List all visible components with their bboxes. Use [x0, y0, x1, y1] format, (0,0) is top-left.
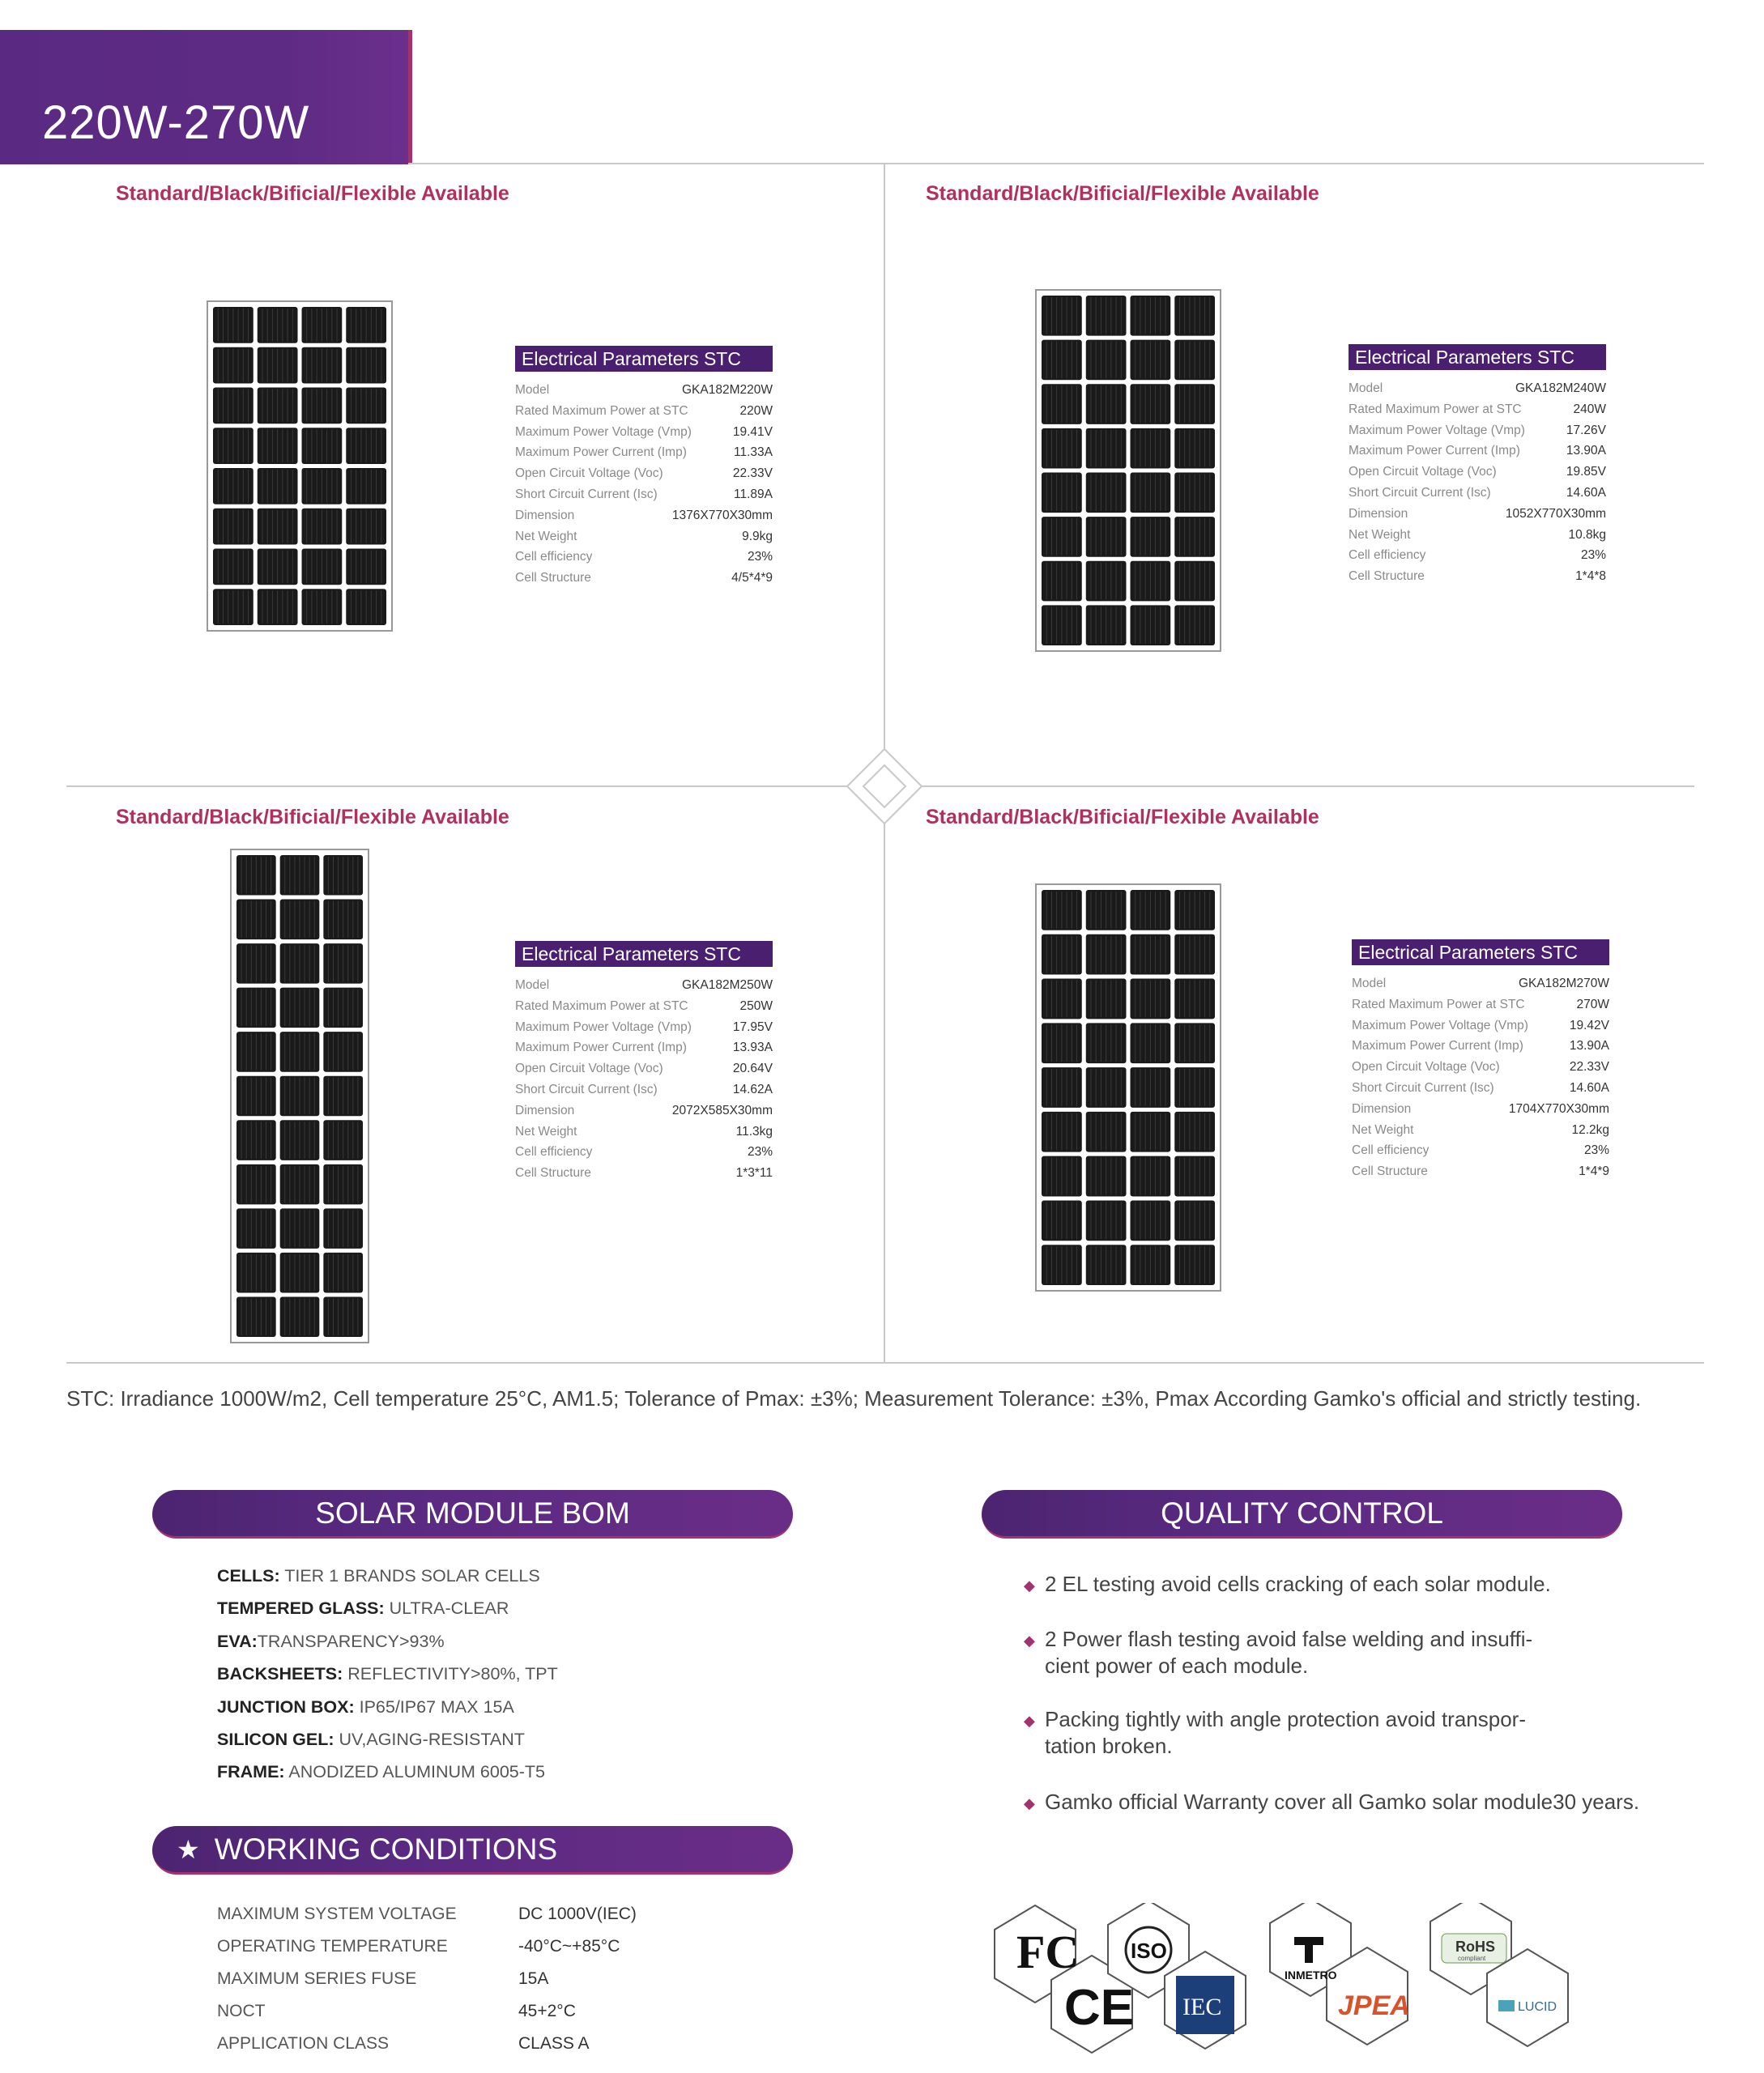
lucid-icon: [1498, 2000, 1515, 2011]
param-value: 4/5*4*9: [731, 571, 773, 585]
param-value: 270W: [1576, 997, 1609, 1011]
param-value: 13.90A: [1566, 444, 1606, 458]
working-conditions-list: [217, 1898, 637, 2060]
param-value: 240W: [1573, 402, 1606, 416]
param-value: 11.3kg: [735, 1124, 773, 1139]
wc-row: MAXIMUM SYSTEM VOLTAGE DC 1000V(IEC): [217, 1905, 637, 1923]
param-value: 19.42V: [1569, 1018, 1609, 1032]
center-diamond-ornament: [846, 747, 923, 825]
param-label: Dimension: [515, 508, 575, 522]
param-label: Model: [1349, 381, 1383, 395]
param-row: [515, 547, 773, 568]
inmetro-logo: INMETRO: [1285, 1969, 1337, 1981]
param-row: [515, 1058, 773, 1079]
param-value: 2072X585X30mm: [671, 1103, 773, 1117]
qc-item: ◆ Packing tightly with angle protection avoid transpor- tation broken.: [1024, 1707, 1526, 1758]
param-row: [1349, 525, 1606, 546]
param-label: Maximum Power Voltage (Vmp): [515, 1019, 692, 1034]
diamond-bullet-icon: ◆: [1024, 1713, 1035, 1729]
top-divider: [408, 163, 1704, 164]
param-value: GKA182M250W: [682, 978, 773, 992]
param-row: [1352, 1015, 1609, 1036]
iso-logo: ISO: [1131, 1939, 1167, 1963]
params-title: Electrical Parameters STC: [515, 346, 773, 372]
params-block-250w: [515, 941, 773, 1184]
param-value: 9.9kg: [742, 529, 773, 543]
param-value: 250W: [739, 998, 773, 1013]
bottom-divider: [66, 1362, 1704, 1364]
param-row: [1352, 1099, 1609, 1120]
star-icon: ★: [177, 1834, 200, 1864]
param-value: 1376X770X30mm: [671, 508, 773, 522]
param-row: [515, 1142, 773, 1163]
param-row: [1349, 378, 1606, 399]
param-value: 1*4*9: [1579, 1164, 1609, 1179]
param-label: Cell efficiency: [515, 1145, 593, 1160]
param-label: Short Circuit Current (Isc): [1352, 1080, 1494, 1095]
diamond-bullet-icon: ◆: [1024, 1795, 1035, 1811]
param-label: Maximum Power Voltage (Vmp): [1349, 423, 1525, 437]
params-title: Electrical Parameters STC: [515, 941, 773, 967]
solar-panel-image-220w: [207, 300, 393, 632]
param-label: Model: [1352, 977, 1387, 990]
param-label: Maximum Power Current (Imp): [1352, 1039, 1523, 1054]
bom-row: CELLS: TIER 1 BRANDS SOLAR CELLS: [217, 1566, 540, 1586]
panel-cells: [232, 850, 368, 1342]
certification-logos: [988, 1903, 1652, 2065]
availability-label-3: Standard/Black/Bificial/Flexible Available: [116, 806, 509, 828]
param-value: 10.8kg: [1568, 527, 1606, 542]
param-label: Model: [515, 978, 550, 992]
diamond-bullet-icon: ◆: [1024, 1577, 1035, 1594]
param-row: [515, 463, 773, 484]
param-row: [515, 484, 773, 505]
param-label: Open Circuit Voltage (Voc): [515, 1062, 663, 1076]
param-label: Maximum Power Current (Imp): [515, 445, 687, 460]
fc-logo: FC: [1016, 1926, 1080, 1978]
quality-control-title: QUALITY CONTROL: [1161, 1496, 1443, 1530]
param-row: [1352, 1140, 1609, 1161]
param-value: 220W: [739, 403, 773, 418]
param-value: 1052X770X30mm: [1505, 506, 1606, 521]
panel-cells: [1037, 291, 1220, 650]
jpea-logo: JPEA: [1338, 1990, 1410, 2021]
stc-footnote: STC: Irradiance 1000W/m2, Cell temperature 25°C, AM1.5; Tolerance of Pmax: ±3%; Measurement Tolerance: ±3%, Pmax According Gamko's official and strictly testing.: [66, 1386, 1642, 1411]
param-row: [1349, 566, 1606, 587]
wc-row: OPERATING TEMPERATURE -40°C~+85°C: [217, 1937, 620, 1956]
param-row: [1352, 973, 1609, 994]
page-title: 220W-270W: [42, 96, 310, 149]
param-label: Cell Structure: [1349, 569, 1425, 584]
param-value: 11.33A: [734, 445, 773, 460]
param-value: 23%: [747, 1145, 773, 1160]
wc-row: APPLICATION CLASS CLASS A: [217, 2034, 590, 2053]
quality-control-list: [1024, 1571, 1688, 1817]
param-label: Rated Maximum Power at STC: [515, 403, 688, 418]
param-label: Dimension: [1352, 1101, 1412, 1116]
param-row: [1349, 545, 1606, 566]
params-block-240w: [1349, 344, 1606, 587]
param-row: [1352, 1161, 1609, 1182]
param-row: [515, 1017, 773, 1038]
param-label: Cell Structure: [1352, 1164, 1428, 1179]
param-row: [1352, 994, 1609, 1015]
quality-control-header: [982, 1490, 1622, 1539]
param-row: [1349, 399, 1606, 420]
param-value: 1*4*8: [1575, 569, 1606, 584]
params-block-220w: [515, 346, 773, 589]
working-conditions-title: WORKING CONDITIONS: [214, 1832, 558, 1866]
solar-panel-image-250w: [230, 849, 369, 1343]
param-row: [515, 996, 773, 1017]
param-label: Cell efficiency: [1352, 1143, 1430, 1158]
param-label: Maximum Power Current (Imp): [1349, 444, 1520, 458]
param-label: Cell Structure: [515, 1166, 591, 1181]
availability-label-1: Standard/Black/Bificial/Flexible Available: [116, 182, 509, 205]
bom-row: FRAME: ANODIZED ALUMINUM 6005-T5: [217, 1762, 545, 1782]
panel-cells: [208, 302, 391, 630]
qc-item: ◆ 2 Power flash testing avoid false welding and insuffi- cient power of each module.: [1024, 1627, 1533, 1678]
bom-row: SILICON GEL: UV,AGING-RESISTANT: [217, 1730, 525, 1750]
param-label: Short Circuit Current (Isc): [1349, 485, 1491, 500]
rohs-subtext: compliant: [1458, 1955, 1486, 1962]
bom-section-header: [152, 1490, 793, 1539]
solar-panel-image-240w: [1035, 289, 1221, 652]
param-label: Cell efficiency: [515, 550, 593, 564]
param-value: 17.95V: [732, 1019, 773, 1034]
param-row: [1352, 1036, 1609, 1057]
param-value: 23%: [747, 550, 773, 564]
param-row: [1349, 441, 1606, 462]
bom-row: JUNCTION BOX: IP65/IP67 MAX 15A: [217, 1696, 514, 1717]
param-value: 19.41V: [732, 424, 773, 439]
param-row: [1352, 1078, 1609, 1099]
param-value: 11.89A: [734, 487, 773, 501]
lucid-logo: LUCID: [1518, 2000, 1557, 2014]
wc-row: NOCT 45+2°C: [217, 2002, 576, 2020]
params-block-270w: [1352, 939, 1609, 1182]
param-row: [515, 1037, 773, 1058]
param-row: [1349, 504, 1606, 525]
param-row: [1352, 1057, 1609, 1078]
param-value: 20.64V: [732, 1062, 773, 1076]
param-row: [515, 1100, 773, 1122]
qc-item: ◆ 2 EL testing avoid cells cracking of each solar module.: [1024, 1571, 1688, 1599]
params-title: Electrical Parameters STC: [1349, 344, 1606, 370]
diamond-bullet-icon: ◆: [1024, 1632, 1035, 1649]
param-row: [515, 1163, 773, 1184]
param-row: [1349, 483, 1606, 504]
availability-label-2: Standard/Black/Bificial/Flexible Available: [926, 182, 1319, 205]
bom-row: BACKSHEETS: REFLECTIVITY>80%, TPT: [217, 1664, 558, 1684]
param-label: Short Circuit Current (Isc): [515, 1082, 658, 1096]
param-label: Open Circuit Voltage (Voc): [1349, 465, 1497, 479]
param-value: 12.2kg: [1571, 1122, 1609, 1137]
solar-panel-image-270w: [1035, 883, 1221, 1292]
panel-cells: [1037, 885, 1220, 1290]
param-value: 22.33V: [732, 466, 773, 481]
wc-row: MAXIMUM SERIES FUSE 15A: [217, 1969, 549, 1988]
param-label: Rated Maximum Power at STC: [1349, 402, 1522, 416]
param-row: [515, 975, 773, 996]
bom-list: [217, 1560, 558, 1789]
bom-row: TEMPERED GLASS: ULTRA-CLEAR: [217, 1598, 509, 1619]
param-row: [1352, 1120, 1609, 1141]
param-label: Net Weight: [515, 529, 577, 543]
param-row: [515, 505, 773, 526]
param-value: 23%: [1580, 548, 1606, 563]
param-label: Cell efficiency: [1349, 548, 1426, 563]
param-row: [515, 1122, 773, 1143]
param-value: GKA182M240W: [1515, 381, 1606, 395]
param-label: Rated Maximum Power at STC: [1352, 997, 1525, 1011]
ce-logo: CE: [1064, 1980, 1135, 2036]
rohs-logo: RoHS: [1455, 1939, 1495, 1955]
param-row: [515, 1079, 773, 1100]
bom-row: EVA:TRANSPARENCY>93%: [217, 1631, 445, 1651]
param-label: Cell Structure: [515, 571, 591, 585]
param-value: 22.33V: [1569, 1060, 1609, 1075]
param-label: Maximum Power Voltage (Vmp): [515, 424, 692, 439]
param-row: [515, 526, 773, 547]
param-label: Net Weight: [515, 1124, 577, 1139]
param-label: Open Circuit Voltage (Voc): [515, 466, 663, 481]
param-label: Rated Maximum Power at STC: [515, 998, 688, 1013]
param-label: Dimension: [515, 1103, 575, 1117]
param-label: Maximum Power Voltage (Vmp): [1352, 1018, 1528, 1032]
param-value: 13.90A: [1569, 1039, 1609, 1054]
param-value: 1704X770X30mm: [1508, 1101, 1609, 1116]
param-value: 14.60A: [1569, 1080, 1609, 1095]
param-value: GKA182M220W: [682, 383, 773, 397]
qc-item: ◆ Gamko official Warranty cover all Gamko solar module30 years.: [1024, 1789, 1688, 1817]
param-label: Short Circuit Current (Isc): [515, 487, 658, 501]
params-title: Electrical Parameters STC: [1352, 939, 1609, 965]
param-label: Net Weight: [1349, 527, 1411, 542]
param-value: 13.93A: [732, 1041, 773, 1055]
param-value: 19.85V: [1566, 465, 1606, 479]
param-value: 1*3*11: [735, 1166, 773, 1181]
param-label: Model: [515, 383, 550, 397]
working-conditions-header: [152, 1826, 793, 1875]
param-label: Net Weight: [1352, 1122, 1414, 1137]
param-label: Open Circuit Voltage (Voc): [1352, 1060, 1500, 1075]
param-row: [515, 380, 773, 401]
param-label: Maximum Power Current (Imp): [515, 1041, 687, 1055]
param-row: [1349, 420, 1606, 441]
param-row: [515, 442, 773, 463]
param-value: 17.26V: [1566, 423, 1606, 437]
iec-logo: IEC: [1182, 1994, 1222, 2020]
availability-label-4: Standard/Black/Bificial/Flexible Available: [926, 806, 1319, 828]
param-row: [515, 568, 773, 589]
param-row: [1349, 462, 1606, 483]
param-label: Dimension: [1349, 506, 1408, 521]
param-row: [515, 401, 773, 422]
param-value: 14.60A: [1566, 485, 1606, 500]
param-row: [515, 422, 773, 443]
param-value: GKA182M270W: [1519, 977, 1609, 990]
param-value: 23%: [1583, 1143, 1609, 1158]
param-value: 14.62A: [732, 1082, 773, 1096]
bom-section-title: SOLAR MODULE BOM: [315, 1496, 630, 1530]
